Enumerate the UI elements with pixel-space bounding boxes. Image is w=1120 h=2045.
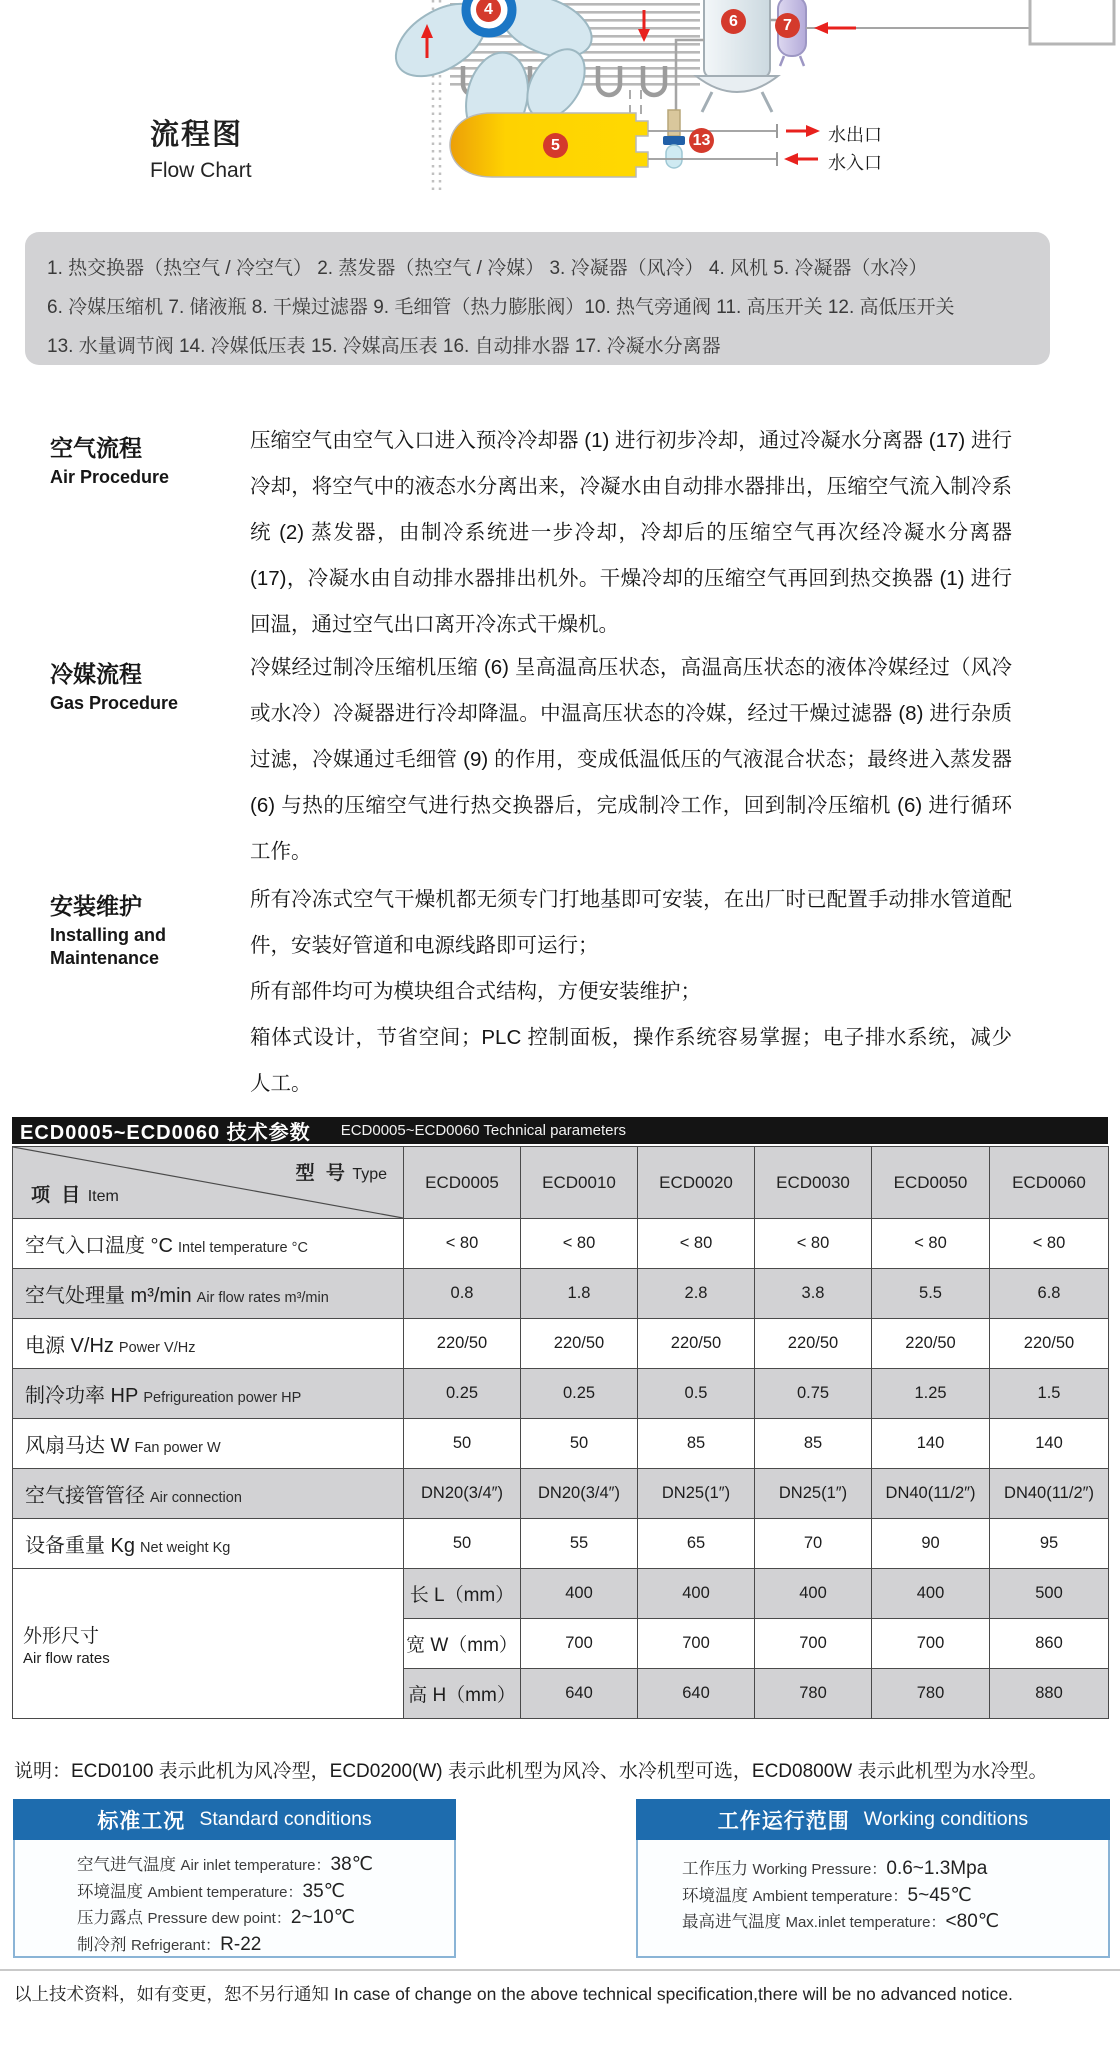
spec-value: < 80 [521, 1219, 638, 1269]
spec-value: 5.5 [872, 1269, 990, 1319]
section-title-zh: 冷媒流程 [50, 661, 142, 687]
dimensions-zh: 外形尺寸 [23, 1625, 100, 1647]
table-row-refrigeration-power [13, 1369, 1109, 1419]
spec-value: 55 [521, 1519, 638, 1569]
section-title-gas-procedure [50, 656, 245, 715]
air-procedure-paragraph: 压缩空气由空气入口进入预冷冷却器 (1) 进行初步冷却，通过冷凝水分离器 (17) 进行冷却，将空气中的液态水分离出来，冷凝水由自动排水器排出，压缩空气流入制冷系统 (2) 蒸发器，由制冷系统进一步冷却，冷却后的压缩空气再次经冷凝水分离器 (17)，冷凝水由自动排水器排出机外。干燥冷却的压缩空气再回到热交换器 (1) 进行回温，通过空气出口离开冷冻式干燥机。 [250, 429, 1012, 636]
spec-value: 90 [872, 1519, 990, 1569]
flow-chart-diagram [0, 0, 1120, 195]
spec-value: DN20(3/4″) [521, 1469, 638, 1519]
corner-type-en: Type [352, 1166, 387, 1183]
flow-chart-title [150, 112, 252, 183]
section-title-en: Gas Procedure [50, 693, 179, 713]
spec-value: 95 [990, 1519, 1109, 1569]
working-conditions-header [636, 1799, 1110, 1840]
maintenance-paragraph-3: 箱体式设计，节省空间；PLC 控制面板，操作系统容易掌握；电子排水系统，减少人工。 [250, 1026, 1012, 1095]
row-label: 风扇马达 W Fan power W [13, 1419, 404, 1469]
table-row-net-weight [13, 1519, 1109, 1569]
spec-value: 780 [755, 1669, 872, 1719]
condition-row: 空气进气温度 Air inlet temperature：38℃ [77, 1854, 373, 1875]
marker-5-water-condenser: 5 [543, 133, 568, 158]
section-title-installing-maintenance [50, 888, 245, 970]
spec-value: 140 [990, 1419, 1109, 1469]
spec-value: < 80 [872, 1219, 990, 1269]
row-label: 空气接管管径 Air connection [13, 1469, 404, 1519]
spec-table-title-zh: ECD0005~ECD0060 技术参数 [20, 1122, 311, 1144]
gas-procedure-paragraph: 冷媒经过制冷压缩机压缩 (6) 呈高温高压状态，高温高压状态的液体冷媒经过（风冷或水冷）冷凝器进行冷却降温。中温高压状态的冷媒，经过干燥过滤器 (8) 进行杂质过滤，冷媒通过毛细管 (9) 的作用，变成低温低压的气液混合状态；最终进入蒸发器 (6) 与热的压缩空气进行热交换器后，完成制冷工作，回到制冷压缩机 (6) 进行循环工作。 [250, 656, 1012, 863]
flow-chart-title-en: Flow Chart [150, 159, 252, 182]
row-label: 空气处理量 m³/min Air flow rates m³/min [13, 1269, 404, 1319]
table-corner-cell [13, 1147, 404, 1219]
standard-conditions-body [13, 1840, 456, 1958]
condition-row: 工作压力 Working Pressure：0.6~1.3Mpa [682, 1858, 988, 1879]
spec-value: 0.25 [521, 1369, 638, 1419]
table-row-length [13, 1569, 1109, 1619]
maintenance-paragraph-2: 所有部件均可为模块组合式结构，方便安装维护； [250, 980, 701, 1003]
corner-type-zh: 型 号 [295, 1163, 348, 1184]
spec-value: 70 [755, 1519, 872, 1569]
model-header: ECD0030 [755, 1147, 872, 1219]
legend-line-2: 6. 冷媒压缩机 7. 储液瓶 8. 干燥过滤器 9. 毛细管（热力膨胀阀）10. 热气旁通阀 11. 高压开关 12. 高低压开关 [47, 297, 955, 318]
row-label: 设备重量 Kg Net weight Kg [13, 1519, 404, 1569]
technical-parameters-table [12, 1146, 1109, 1719]
spec-value: 860 [990, 1619, 1109, 1669]
spec-value: 0.75 [755, 1369, 872, 1419]
marker-7-receiver: 7 [775, 13, 800, 38]
working-conditions-title-zh: 工作运行范围 [717, 1809, 850, 1833]
spec-value: DN20(3/4″) [404, 1469, 521, 1519]
spec-value: 700 [521, 1619, 638, 1669]
spec-value: 780 [872, 1669, 990, 1719]
spec-table-title-en: ECD0005~ECD0060 Technical parameters [340, 1122, 626, 1139]
working-conditions-body [636, 1840, 1110, 1958]
working-conditions-box [636, 1799, 1110, 1958]
spec-value: DN25(1″) [755, 1469, 872, 1519]
flow-chart-title-zh: 流程图 [150, 119, 244, 151]
table-row-inlet-temperature [13, 1219, 1109, 1269]
spec-value: 400 [521, 1569, 638, 1619]
water-outlet-label: 水出口 [828, 125, 882, 145]
footer-disclaimer: 以上技术资料，如有变更，恕不另行通知 In case of change on the above technical specification,there will be no advanced notice. [14, 1984, 1013, 2004]
section-title-en: Air Procedure [50, 467, 170, 487]
dimensions-en: Air flow rates [23, 1649, 110, 1667]
section-title-zh: 安装维护 [50, 893, 142, 919]
spec-value: 220/50 [872, 1319, 990, 1369]
spec-value: 85 [638, 1419, 755, 1469]
spec-value: 400 [638, 1569, 755, 1619]
corner-item-zh: 项 目 [31, 1185, 84, 1206]
condition-row: 最高进气温度 Max.inlet temperature：<80℃ [682, 1911, 1000, 1932]
spec-value: 50 [404, 1419, 521, 1469]
spec-value: 6.8 [990, 1269, 1109, 1319]
condition-row: 压力露点 Pressure dew point：2~10℃ [77, 1907, 355, 1928]
footer-divider [0, 1969, 1120, 1971]
spec-value: DN40(11/2″) [990, 1469, 1109, 1519]
row-label: 电源 V/Hz Power V/Hz [13, 1319, 404, 1369]
spec-value: 400 [755, 1569, 872, 1619]
spec-value: 700 [755, 1619, 872, 1669]
spec-value: 50 [521, 1419, 638, 1469]
spec-value: < 80 [638, 1219, 755, 1269]
spec-value: 50 [404, 1519, 521, 1569]
spec-value: 65 [638, 1519, 755, 1569]
standard-conditions-box [13, 1799, 456, 1958]
standard-conditions-header [13, 1799, 456, 1840]
dimension-label: 宽 W（mm） [404, 1619, 521, 1669]
table-header-row [13, 1147, 1109, 1219]
component-legend [25, 232, 1050, 365]
maintenance-paragraph-1: 所有冷冻式空气干燥机都无须专门打地基即可安装，在出厂时已配置手动排水管道配件，安装好管道和电源线路即可运行； [250, 888, 1012, 957]
model-header: ECD0060 [990, 1147, 1109, 1219]
section-title-air-procedure [50, 430, 245, 489]
condition-row: 制冷剂 Refrigerant：R-22 [77, 1933, 262, 1955]
spec-value: 220/50 [404, 1319, 521, 1369]
corner-item-en: Item [87, 1188, 119, 1205]
row-label: 制冷功率 HP Pefrigureation power HP [13, 1369, 404, 1419]
spec-value: 640 [638, 1669, 755, 1719]
section-title-zh: 空气流程 [50, 435, 142, 461]
table-row-air-flow-rates [13, 1269, 1109, 1319]
spec-value: 220/50 [521, 1319, 638, 1369]
spec-value: 220/50 [990, 1319, 1109, 1369]
spec-value: 2.8 [638, 1269, 755, 1319]
condition-row: 环境温度 Ambient temperature：35℃ [77, 1880, 346, 1902]
table-row-air-connection [13, 1469, 1109, 1519]
spec-value: DN25(1″) [638, 1469, 755, 1519]
model-header: ECD0005 [404, 1147, 521, 1219]
spec-value: 1.25 [872, 1369, 990, 1419]
spec-value: 85 [755, 1419, 872, 1469]
spec-value: 0.5 [638, 1369, 755, 1419]
spec-value: 0.8 [404, 1269, 521, 1319]
row-label: 空气入口温度 °C Intel temperature °C [13, 1219, 404, 1269]
spec-value: 220/50 [638, 1319, 755, 1369]
model-header: ECD0020 [638, 1147, 755, 1219]
model-header: ECD0010 [521, 1147, 638, 1219]
spec-value: 3.8 [755, 1269, 872, 1319]
condition-row: 环境温度 Ambient temperature：5~45℃ [682, 1884, 972, 1906]
spec-value: 700 [638, 1619, 755, 1669]
working-conditions-title-en: Working conditions [863, 1808, 1029, 1830]
water-inlet-label: 水入口 [828, 153, 882, 173]
spec-value: DN40(11/2″) [872, 1469, 990, 1519]
spec-value: 1.5 [990, 1369, 1109, 1419]
installing-maintenance-paragraphs [250, 877, 1012, 1107]
spec-value: < 80 [990, 1219, 1109, 1269]
dimension-label: 长 L（mm） [404, 1569, 521, 1619]
table-row-fan-power [13, 1419, 1109, 1469]
spec-table-title-bar [12, 1117, 1108, 1144]
spec-value: 500 [990, 1569, 1109, 1619]
corner-type-label [296, 1158, 387, 1185]
dimensions-header-cell [13, 1569, 404, 1719]
spec-value: 640 [521, 1669, 638, 1719]
table-row-power [13, 1319, 1109, 1369]
corner-item-label [31, 1180, 119, 1207]
spec-value: 700 [872, 1619, 990, 1669]
marker-4-fan: 4 [476, 0, 501, 22]
spec-value: < 80 [404, 1219, 521, 1269]
spec-value: 220/50 [755, 1319, 872, 1369]
spec-value: 880 [990, 1669, 1109, 1719]
standard-conditions-title-en: Standard conditions [199, 1808, 372, 1830]
model-naming-note: 说明：ECD0100 表示此机为风冷型，ECD0200(W) 表示此机型为风冷、水冷机型可选，ECD0800W 表示此机型为水冷型。 [14, 1761, 1048, 1782]
section-title-en: Installing and Maintenance [50, 925, 167, 968]
spec-value: 1.8 [521, 1269, 638, 1319]
dimension-label: 高 H（mm） [404, 1669, 521, 1719]
model-header: ECD0050 [872, 1147, 990, 1219]
standard-conditions-title-zh: 标准工况 [97, 1809, 186, 1833]
spec-value: 0.25 [404, 1369, 521, 1419]
spec-value: < 80 [755, 1219, 872, 1269]
legend-line-3: 13. 水量调节阀 14. 冷媒低压表 15. 冷媒高压表 16. 自动排水器 17. 冷凝水分离器 [47, 336, 721, 357]
marker-6-compressor: 6 [721, 9, 746, 34]
legend-line-1: 1. 热交换器（热空气 / 冷空气） 2. 蒸发器（热空气 / 冷媒） 3. 冷凝器（风冷） 4. 风机 5. 冷凝器（水冷） [47, 258, 928, 279]
marker-13-water-valve: 13 [689, 128, 714, 153]
spec-value: 140 [872, 1419, 990, 1469]
spec-value: 400 [872, 1569, 990, 1619]
